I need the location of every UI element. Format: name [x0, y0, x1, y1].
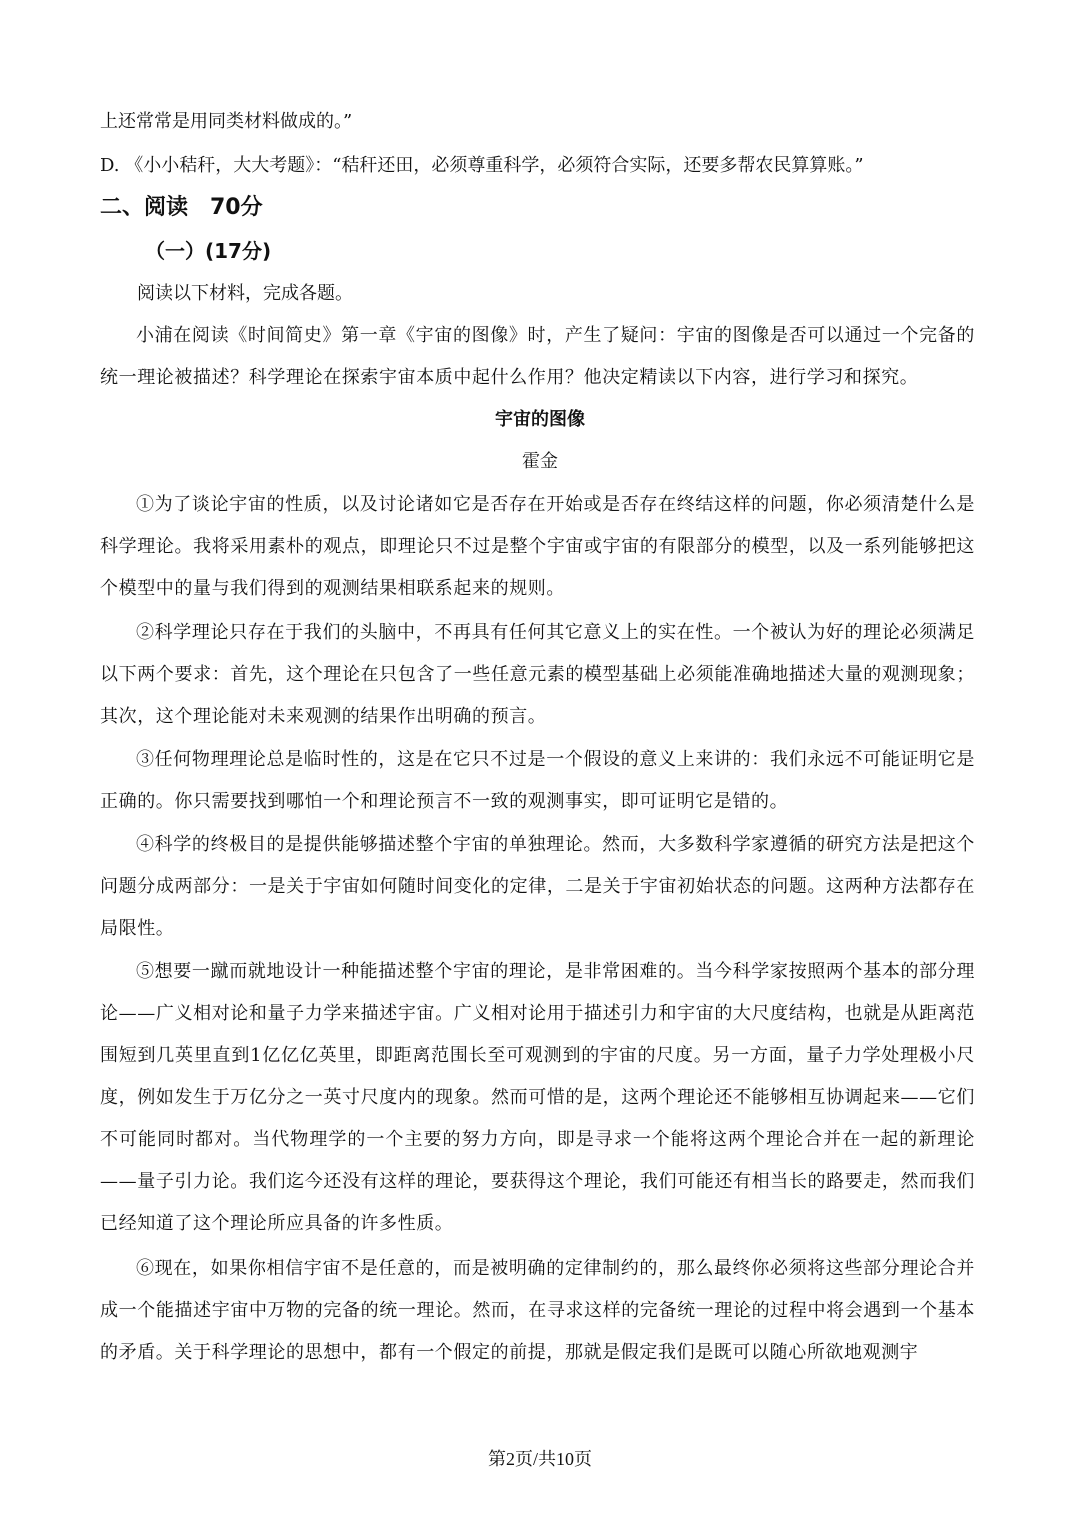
sub-section-title: （一）(17分)	[145, 239, 272, 263]
article-paragraph-1: ①为了谈论宇宙的性质，以及讨论诸如它是否存在开始或是否存在终结这样的问题，你必须清楚什么是科学理论。我将采用素朴的观点，即理论只不过是整个宇宙或宇宙的有限部分的模型，以及一系列能够把这个模型中的量与我们得到的观测结果相联系起来的规则。	[100, 494, 975, 599]
continuation-line: 上还常常是用同类材料做成的。”	[100, 111, 353, 132]
article-paragraph-3: ③任何物理理论总是临时性的，这是在它只不过是一个假设的意义上来讲的：我们永远不可能证明它是正确的。你只需要找到哪怕一个和理论预言不一致的观测事实，即可证明它是错的。	[100, 749, 975, 812]
article-paragraph-6: ⑥现在，如果你相信宇宙不是任意的，而是被明确的定律制约的，那么最终你必须将这些部分理论合并成一个能描述宇宙中万物的完备的统一理论。然而，在寻求这样的完备统一理论的过程中将会遇到一个基本的矛盾。关于科学理论的思想中，都有一个假定的前提，那就是假定我们是既可以随心所欲地观测宇	[100, 1258, 975, 1363]
article-title: 宇宙的图像	[495, 409, 585, 430]
intro-paragraph: 小浦在阅读《时间简史》第一章《宇宙的图像》时，产生了疑问：宇宙的图像是否可以通过一个完备的统一理论被描述？科学理论在探索宇宙本质中起什么作用？他决定精读以下内容，进行学习和探究。	[100, 325, 975, 388]
option-d-line: D. 《小小秸秆，大大考题》：“秸秆还田，必须尊重科学，必须符合实际，还要多帮农民算算账。”	[100, 155, 864, 176]
article-paragraph-2: ②科学理论只存在于我们的头脑中，不再具有任何其它意义上的实在性。一个被认为好的理论必须满足以下两个要求：首先，这个理论在只包含了一些任意元素的模型基础上必须能准确地描述大量的观测现象；其次，这个理论能对未来观测的结果作出明确的预言。	[100, 622, 975, 727]
article-paragraph-4: ④科学的终极目的是提供能够描述整个宇宙的单独理论。然而，大多数科学家遵循的研究方法是把这个问题分成两部分：一是关于宇宙如何随时间变化的定律，二是关于宇宙初始状态的问题。这两种方法都存在局限性。	[100, 834, 975, 939]
section-title: 二、阅读 70分	[100, 195, 263, 220]
page-number-footer: 第2页/共10页	[487, 1449, 592, 1469]
instruction-text: 阅读以下材料，完成各题。	[137, 283, 353, 304]
article-author: 霍金	[522, 451, 558, 472]
article-paragraph-5: ⑤想要一蹴而就地设计一种能描述整个宇宙的理论，是非常困难的。当今科学家按照两个基本的部分理论——广义相对论和量子力学来描述宇宙。广义相对论用于描述引力和宇宙的大尺度结构，也就是从距离范围短到几英里直到1亿亿亿英里，即距离范围长至可观测到的宇宙的尺度。另一方面，量子力学处理极小尺度，例如发生于万亿分之一英寸尺度内的现象。然而可惜的是，这两个理论还不能够相互协调起来——它们不可能同时都对。当代物理学的一个主要的努力方向，即是寻求一个能将这两个理论合并在一起的新理论——量子引力论。我们迄今还没有这样的理论，要获得这个理论，我们可能还有相当长的路要走，然而我们已经知道了这个理论所应具备的许多性质。	[100, 961, 975, 1234]
